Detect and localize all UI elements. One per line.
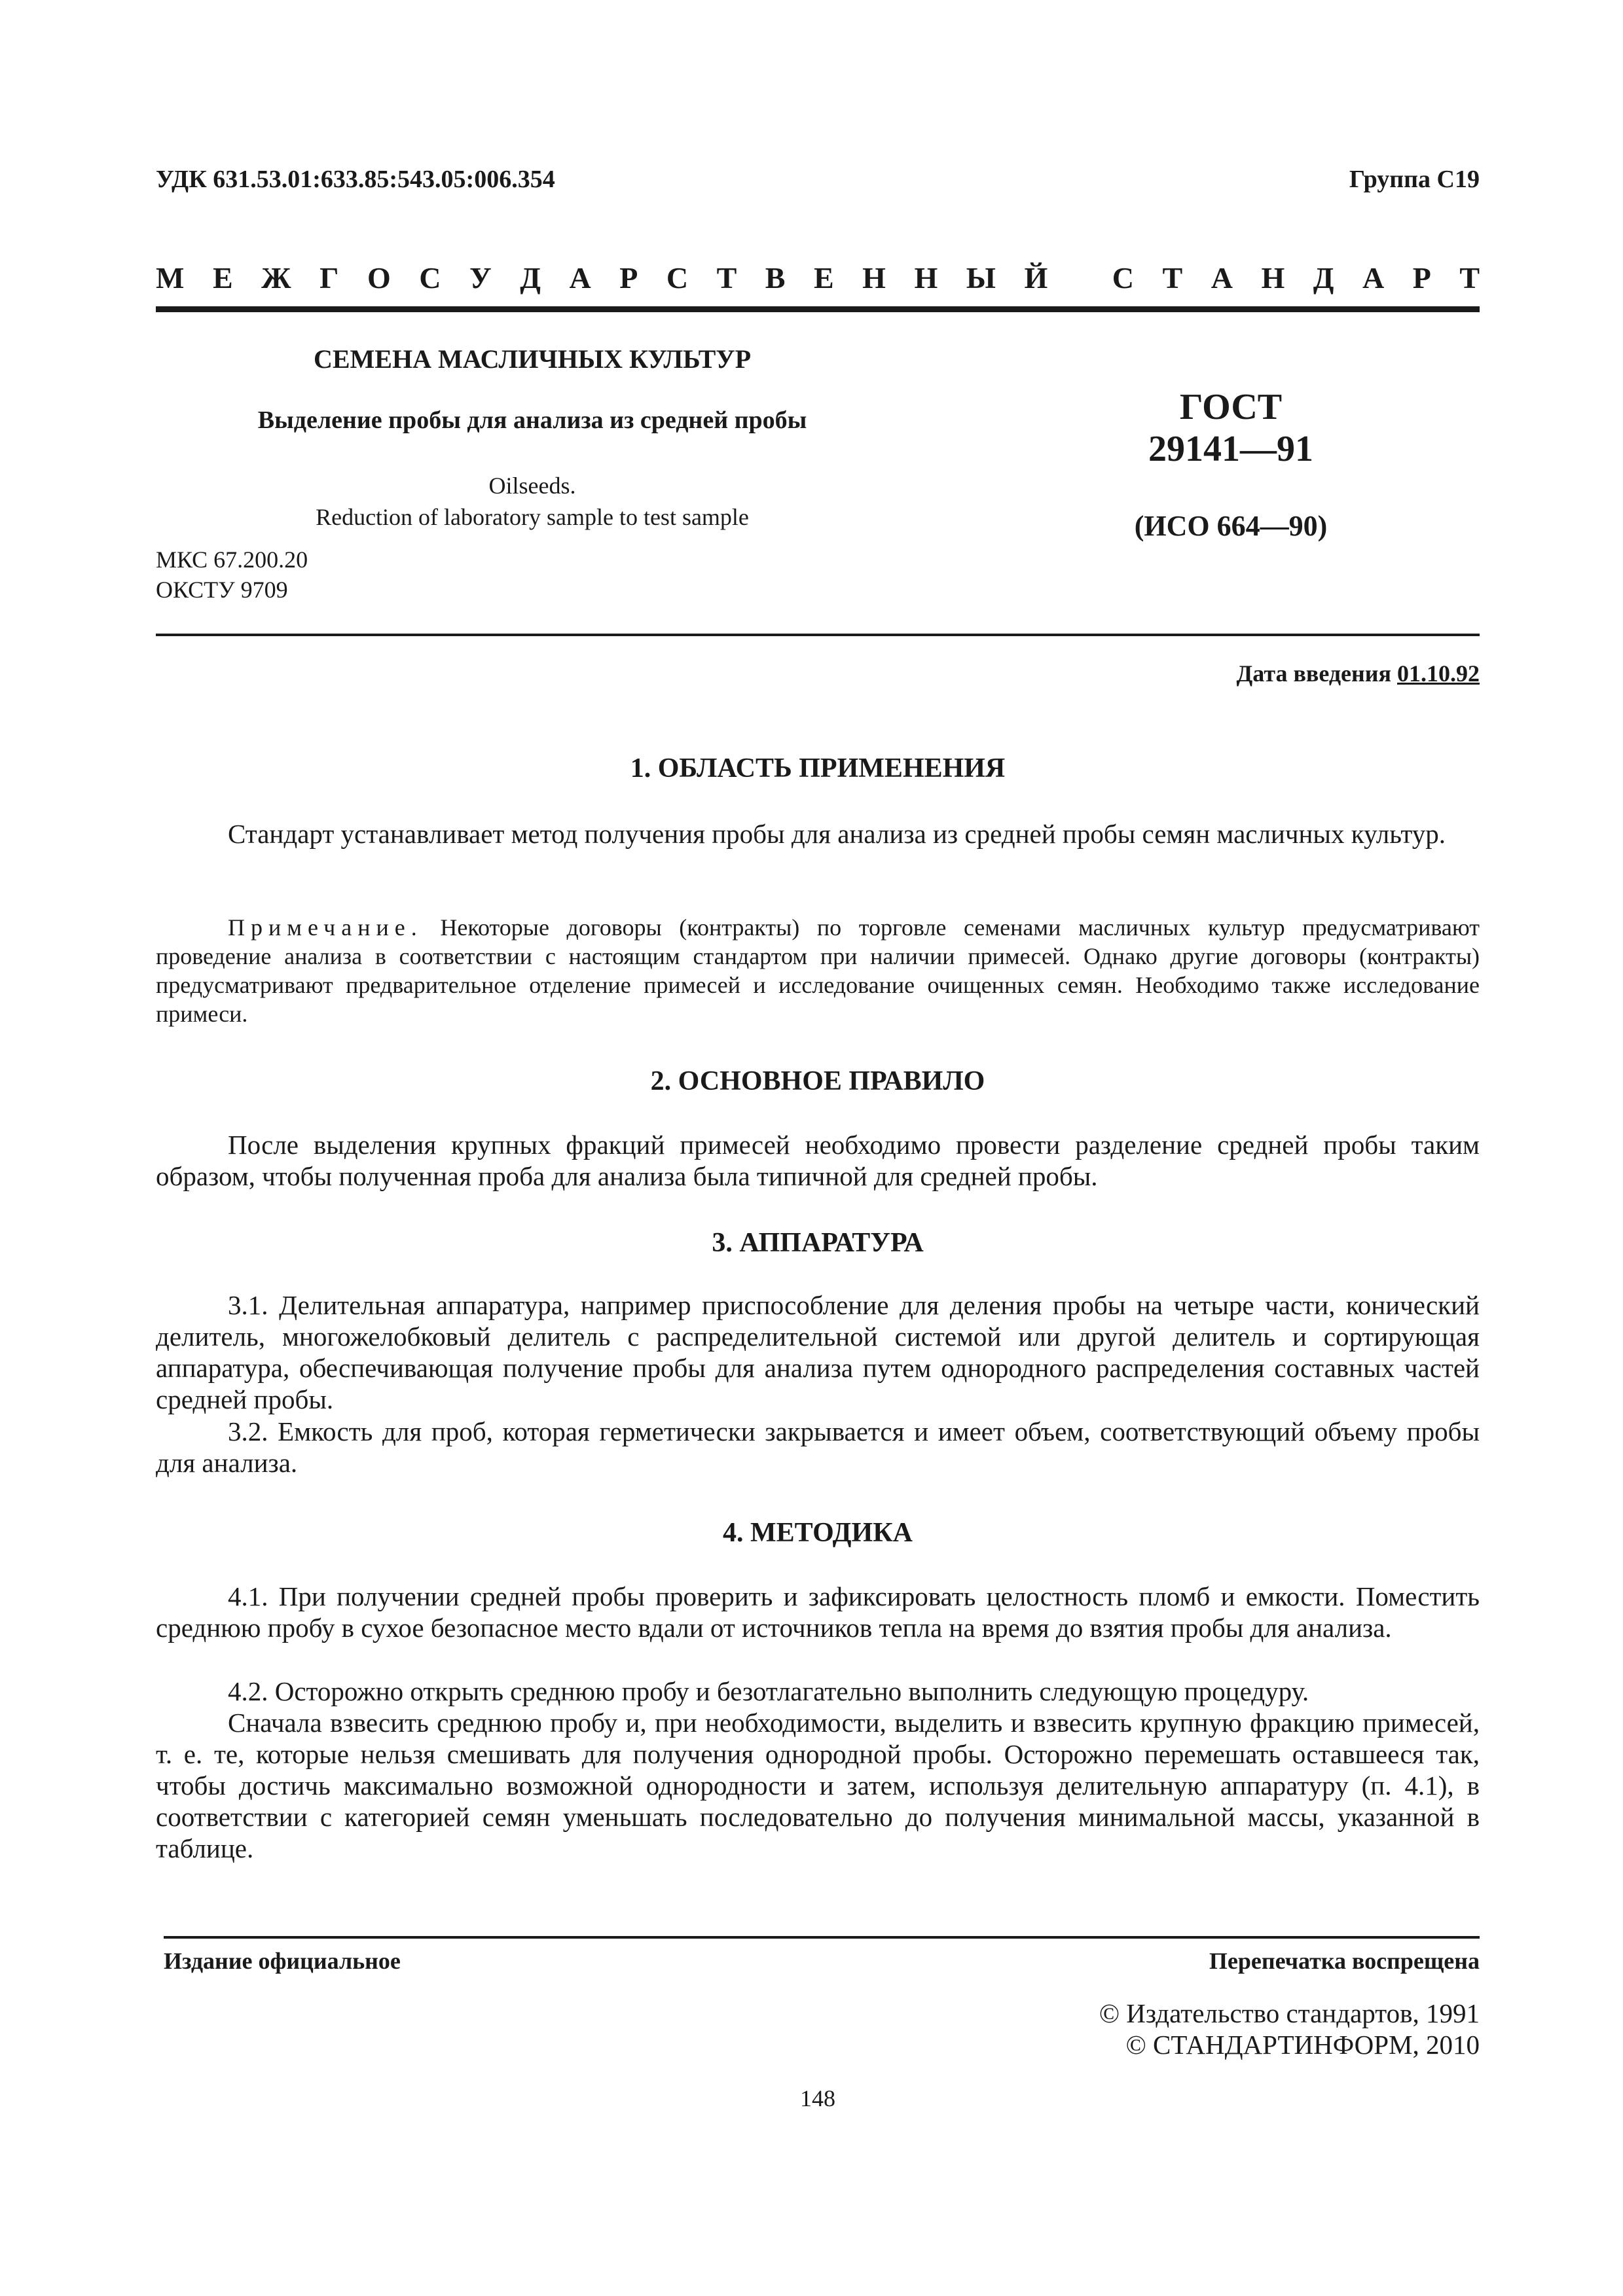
section-4-paragraph-3: Сначала взвесить среднюю пробу и, при необходимости, выделить и взвесить крупную фракцию примесей, т. е. те, которые нельзя смешивать для получения однородной пробы. Осторожно перемешать оставшееся так, чтобы достичь максимально возможной однородности и затем, используя делительную аппаратуру (п. 4.1), в соответствии с категорией семян уменьшать последовательно до получения минимальной массы, указанной в таблице.	[156, 1708, 1480, 1863]
section-2-paragraph: После выделения крупных фракций примесей необходимо провести разделение средней пробы таким образом, чтобы полученная проба для анализа была типичной для средней пробы.	[156, 1130, 1480, 1191]
document-subtitle: Выделение пробы для анализа из средней пробы	[257, 406, 807, 434]
okstu-code: ОКСТУ 9709	[156, 577, 288, 603]
english-title-line2: Reduction of laboratory sample to test sample	[316, 504, 749, 530]
header-rule	[156, 306, 1480, 312]
document-title: СЕМЕНА МАСЛИЧНЫХ КУЛЬТУР	[313, 344, 752, 374]
standard-type-letter: О	[367, 261, 391, 295]
classification-codes	[156, 545, 308, 605]
gost-label-line2: 29141—91	[1148, 429, 1313, 469]
copyright-line-1: © Издательство стандартов, 1991	[1099, 1998, 1480, 2028]
title-block-rule	[156, 634, 1480, 636]
english-title-line1: Oilseeds.	[488, 473, 576, 499]
standard-type-letter: Ы	[966, 261, 996, 295]
section-1-paragraph: Стандарт устанавливает метод получения пробы для анализа из средней пробы семян масличных культур.	[228, 819, 1446, 849]
introduction-date-value: 01.10.92	[1397, 660, 1480, 687]
standard-type-letter: У	[469, 261, 492, 295]
standard-type-letter: Н	[914, 261, 938, 295]
section-1-heading: 1. ОБЛАСТЬ ПРИМЕНЕНИЯ	[630, 753, 1006, 783]
introduction-date-label: Дата введения	[1236, 660, 1391, 687]
standard-type-letter	[1076, 260, 1084, 295]
english-title	[156, 470, 909, 533]
standard-type-letter: А	[1211, 261, 1233, 295]
mks-code: МКС 67.200.20	[156, 547, 308, 573]
section-4-paragraph-1: 4.1. При получении средней пробы проверить и зафиксировать целостность пломб и емкости. Поместить среднюю пробу в сухое безопасное место вдали от источников тепла на время до взятия пробы для анализа.	[156, 1581, 1480, 1643]
section-4-paragraph-2: 4.2. Осторожно открыть среднюю пробу и безотлагательно выполнить следующую процедуру.	[228, 1676, 1309, 1706]
section-1-note	[156, 913, 1480, 1028]
gost-number	[1034, 386, 1427, 470]
standard-type-letter: Р	[619, 261, 638, 295]
standard-type-letter: Е	[212, 261, 233, 295]
copyright-line-2: © СТАНДАРТИНФОРМ, 2010	[1125, 2030, 1480, 2060]
note-text: Некоторые договоры (контракты) по торговле семенами масличных культур предусматривают проведение анализа в соответствии с настоящим стандартом при наличии примесей. Однако другие договоры (контракты) предусматривают предварительное отделение примесей и исследование очищенных семян. Необходимо также исследование примеси.	[156, 914, 1480, 1027]
standard-type-letter: С	[1112, 261, 1134, 295]
standard-type-letter: Д	[1313, 261, 1334, 295]
standard-type-letter: А	[569, 261, 591, 295]
standard-type-letter: Т	[1459, 261, 1480, 295]
introduction-date	[1237, 660, 1480, 687]
standard-type-letter: Н	[1261, 261, 1285, 295]
section-2-heading: 2. ОСНОВНОЕ ПРАВИЛО	[650, 1066, 985, 1096]
standard-type-letter: Д	[520, 261, 541, 295]
section-3-paragraph-2: 3.2. Емкость для проб, которая герметически закрывается и имеет объем, соответствующий объему пробы для анализа.	[156, 1416, 1480, 1478]
standard-type-letter: Р	[1412, 261, 1431, 295]
standard-type-letter: Т	[716, 261, 737, 295]
official-edition-label: Издание официальное	[164, 1948, 401, 1974]
page-number: 148	[800, 2085, 835, 2111]
standard-type-letter: А	[1362, 261, 1385, 295]
gost-label-line1: ГОСТ	[1179, 387, 1283, 427]
udk-code: УДК 631.53.01:633.85:543.05:006.354	[156, 166, 555, 193]
standard-type-letter: С	[666, 261, 689, 295]
standard-type-letter: Ж	[261, 261, 291, 295]
standard-type-letter: В	[765, 261, 786, 295]
reprint-prohibited-label: Перепечатка воспрещена	[1209, 1948, 1480, 1974]
iso-reference: (ИСО 664—90)	[1134, 510, 1328, 542]
standard-type-heading	[156, 260, 1480, 295]
note-label: Примечание.	[228, 914, 423, 941]
section-3-heading: 3. АППАРАТУРА	[712, 1228, 924, 1258]
standard-type-letter: М	[156, 261, 185, 295]
section-4-heading: 4. МЕТОДИКА	[722, 1518, 913, 1548]
standard-type-letter: Г	[319, 261, 339, 295]
group-code: Группа С19	[1349, 166, 1480, 193]
standard-type-letter: Н	[862, 261, 886, 295]
standard-type-letter: Е	[813, 261, 834, 295]
standard-type-letter: С	[419, 261, 441, 295]
copyright-notice	[1099, 1998, 1480, 2060]
section-3-paragraph-1: 3.1. Делительная аппаратура, например приспособление для деления пробы на четыре части, конический делитель, многожелобковый делитель с распределительной системой или другой делитель и сортирующая аппаратура, обеспечивающая получение пробы для анализа путем однородного распределения составных частей средней пробы.	[156, 1290, 1480, 1414]
footer-rule	[164, 1936, 1480, 1939]
standard-type-letter: Т	[1162, 261, 1183, 295]
standard-type-letter: Й	[1024, 261, 1048, 295]
